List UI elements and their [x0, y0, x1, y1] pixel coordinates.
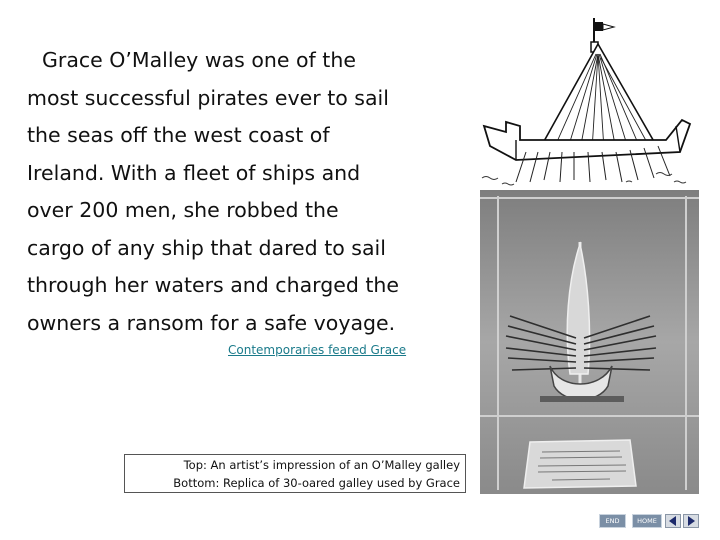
body-text-line: Grace O’Malley was one of the	[42, 48, 356, 72]
body-text-line: most successful pirates ever to sail	[27, 85, 389, 110]
triangle-left-icon	[666, 515, 680, 527]
body-text-line: cargo of any ship that dared to sail	[27, 235, 386, 260]
home-button[interactable]: HOME	[632, 514, 662, 528]
caption-top: Top: An artist’s impression of an O’Malley galley	[183, 458, 460, 472]
galley-drawing-image	[476, 14, 702, 190]
body-text-line: through her waters and charged the	[27, 273, 399, 297]
body-text-line: Ireland. With a fleet of ships and	[27, 160, 361, 185]
replica-galley-photo	[480, 190, 699, 494]
body-text-line: owners a ransom for a safe voyage.	[27, 310, 396, 335]
next-button[interactable]	[683, 514, 699, 528]
image-caption-box	[124, 454, 466, 493]
body-text-line: the seas off the west coast of	[27, 123, 330, 147]
contemporaries-feared-grace-link[interactable]: Contemporaries feared Grace	[228, 343, 407, 357]
body-text-line: over 200 men, she robbed the	[27, 198, 339, 222]
triangle-right-icon	[684, 515, 698, 527]
body-text	[27, 42, 427, 342]
caption-bottom: Bottom: Replica of 30-oared galley used by Grace	[173, 476, 460, 490]
end-button[interactable]: END	[599, 514, 626, 528]
previous-button[interactable]	[665, 514, 681, 528]
